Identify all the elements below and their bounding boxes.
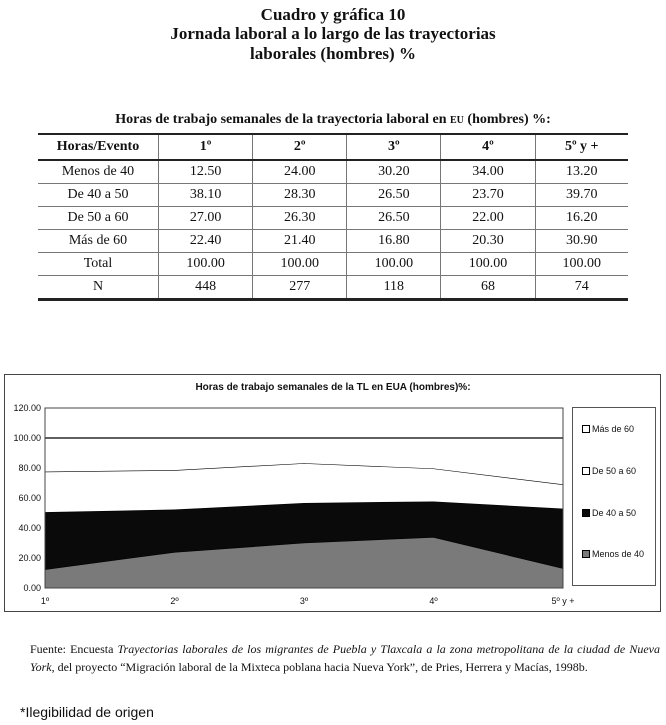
chart-legend	[572, 407, 656, 586]
table-cell: 24.00	[253, 160, 347, 184]
row-label: N	[38, 276, 159, 300]
y-tick-label: 20.00	[18, 553, 41, 563]
table-row	[38, 184, 628, 207]
chart-frame	[4, 374, 661, 612]
table-cell: 39.70	[535, 184, 628, 207]
table-cell: 100.00	[441, 253, 535, 276]
table-cell: 30.20	[347, 160, 441, 184]
table-cell: 21.40	[253, 230, 347, 253]
table-cell: 68	[441, 276, 535, 300]
table-cell: 26.50	[347, 184, 441, 207]
document-title-line3: laborales (hombres) %	[250, 44, 416, 63]
column-header: 5º y +	[535, 134, 628, 160]
legend-label: De 40 a 50	[592, 508, 637, 518]
table-cell: 448	[159, 276, 253, 300]
legend-label: Más de 60	[592, 424, 635, 434]
table-cell: 22.00	[441, 207, 535, 230]
x-tick-label: 4º	[429, 596, 438, 606]
table-row	[38, 207, 628, 230]
column-header: 1º	[159, 134, 253, 160]
row-label: Más de 60	[38, 230, 159, 253]
data-table	[38, 133, 628, 301]
row-label: Total	[38, 253, 159, 276]
data-table-wrapper	[38, 133, 628, 301]
table-row	[38, 276, 628, 300]
table-row	[38, 253, 628, 276]
legend-item	[582, 424, 634, 434]
table-caption-eu: eu	[450, 112, 464, 127]
footnote: *Ilegibilidad de origen	[20, 704, 154, 720]
table-row	[38, 160, 628, 184]
table-cell: 23.70	[441, 184, 535, 207]
y-tick-label: 40.00	[18, 523, 41, 533]
table-cell: 277	[253, 276, 347, 300]
table-cell: 100.00	[535, 253, 628, 276]
column-header: Horas/Evento	[38, 134, 159, 160]
legend-swatch	[582, 425, 590, 433]
table-header-row	[38, 134, 628, 160]
y-tick-label: 80.00	[18, 463, 41, 473]
column-header: 3º	[347, 134, 441, 160]
table-cell: 30.90	[535, 230, 628, 253]
y-tick-label: 60.00	[18, 493, 41, 503]
source-note	[30, 640, 660, 676]
chart-title: Horas de trabajo semanales de la TL en EUA (hombres)%:	[195, 382, 471, 393]
table-cell: 100.00	[159, 253, 253, 276]
row-label: De 40 a 50	[38, 184, 159, 207]
table-caption-end: (hombres) %:	[463, 112, 551, 127]
legend-label: De 50 a 60	[592, 466, 637, 476]
table-cell: 16.20	[535, 207, 628, 230]
table-cell: 100.00	[253, 253, 347, 276]
document-title-line1: Cuadro y gráfica 10	[260, 5, 406, 24]
row-label: Menos de 40	[38, 160, 159, 184]
table-cell: 26.30	[253, 207, 347, 230]
y-tick-label: 120.00	[13, 403, 41, 413]
x-tick-label: 2º	[170, 596, 179, 606]
table-cell: 118	[347, 276, 441, 300]
legend-item	[582, 508, 636, 518]
table-cell: 12.50	[159, 160, 253, 184]
table-cell: 38.10	[159, 184, 253, 207]
row-label: De 50 a 60	[38, 207, 159, 230]
source-suffix: , del proyecto “Migración laboral de la Mixteca poblana hacia Nueva York”, de Pries, Herrera y Macías, 1998b.	[51, 660, 588, 674]
document-title-line2: Jornada laboral a lo largo de las trayectorias	[170, 24, 496, 43]
legend-swatch	[582, 550, 590, 558]
x-tick-label: 5º y +	[551, 596, 575, 606]
x-tick-label: 1º	[40, 596, 50, 606]
table-cell: 100.00	[347, 253, 441, 276]
table-cell: 27.00	[159, 207, 253, 230]
table-cell: 20.30	[441, 230, 535, 253]
table-cell: 34.00	[441, 160, 535, 184]
table-row	[38, 230, 628, 253]
table-caption-text: Horas de trabajo semanales de la trayectoria laboral en	[115, 112, 451, 127]
column-header: 4º	[441, 134, 535, 160]
table-cell: 16.80	[347, 230, 441, 253]
table-cell: 74	[535, 276, 628, 300]
column-header: 2º	[253, 134, 347, 160]
source-survey-title: Trayectorias laborales de los migrantes de Puebla y Tlaxcala a la zona metropolitana de la ciudad de Nueva York	[30, 642, 661, 674]
table-cell: 26.50	[347, 207, 441, 230]
table-caption	[0, 112, 666, 128]
table-cell: 28.30	[253, 184, 347, 207]
legend-swatch	[582, 467, 590, 475]
legend-label: Menos de 40	[592, 549, 645, 559]
x-tick-label: 3º	[299, 596, 309, 606]
table-cell: 13.20	[535, 160, 628, 184]
table-cell: 22.40	[159, 230, 253, 253]
legend-swatch	[582, 509, 590, 517]
y-tick-label: 100.00	[13, 433, 41, 443]
source-prefix: Fuente: Encuesta	[30, 642, 118, 656]
legend-item	[582, 466, 636, 476]
y-tick-label: 0.00	[23, 583, 41, 593]
legend-item	[582, 549, 644, 559]
